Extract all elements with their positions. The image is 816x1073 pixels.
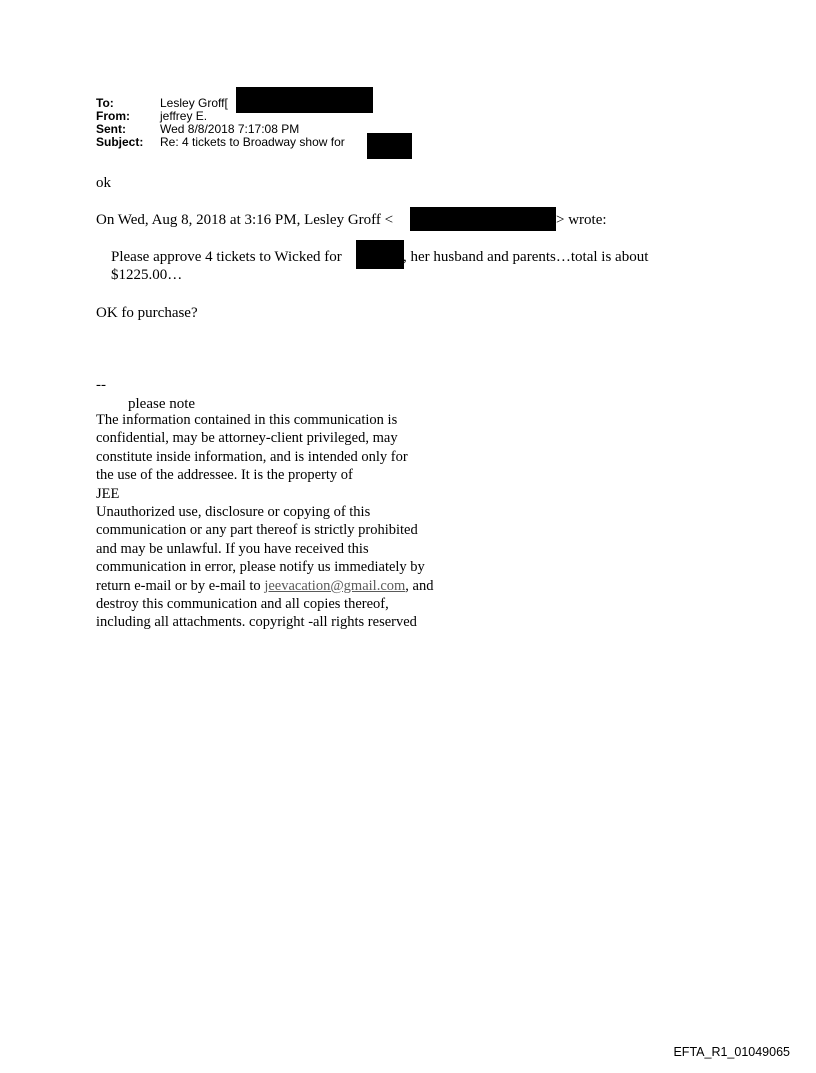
disclaimer-line: Unauthorized use, disclosure or copying of this	[96, 504, 371, 521]
ok-purchase-text: OK fo purchase?	[96, 305, 198, 321]
email-link[interactable]: jeevacation@gmail.com	[264, 577, 406, 594]
disclaimer-line: communication in error, please notify us immediately by	[96, 559, 425, 576]
to-label: To:	[96, 96, 114, 110]
disclaimer-line: destroy this communication and all copies thereof,	[96, 596, 389, 613]
disclaimer-line: including all attachments. copyright -all rights reserved	[96, 614, 417, 631]
disclaimer-line: confidential, may be attorney-client privileged, may	[96, 430, 398, 447]
quote-intro	[96, 211, 393, 229]
redaction-box-subject	[367, 133, 412, 159]
please-note-text: please note	[128, 396, 196, 412]
redaction-box-email	[410, 207, 556, 231]
quoted-line-1-suffix: , her husband and parents…total is about	[403, 249, 649, 265]
from-label: From:	[96, 109, 130, 123]
redaction-box-name	[356, 240, 404, 269]
disclaimer-line: communication or any part thereof is strictly prohibited	[96, 522, 418, 539]
disclaimer-line: constitute inside information, and is intended only for	[96, 448, 408, 465]
sent-label: Sent:	[96, 122, 126, 136]
document-id-footer: EFTA_R1_01049065	[673, 1045, 790, 1059]
signature-separator: --	[96, 377, 106, 393]
sent-value: Wed 8/8/2018 7:17:08 PM	[160, 122, 300, 136]
quoted-line-2: $1225.00…	[111, 267, 183, 283]
reply-text: ok	[96, 175, 111, 191]
disclaimer-line-suffix: , and	[405, 577, 434, 594]
disclaimer-line-prefix: return e-mail or by e-mail to	[96, 577, 265, 594]
from-value: jeffrey E.	[160, 109, 208, 123]
redaction-box-to	[236, 87, 373, 113]
subject-value: Re: 4 tickets to Broadway show for	[160, 135, 345, 149]
disclaimer-line: The information contained in this communication is	[96, 412, 398, 428]
disclaimer-line-with-link	[96, 577, 496, 595]
to-value: Lesley Groff[	[160, 96, 228, 110]
quote-intro-prefix: On Wed, Aug 8, 2018 at 3:16 PM, Lesley Groff <	[96, 212, 394, 228]
quote-intro-suffix: > wrote:	[556, 212, 607, 228]
disclaimer-line: JEE	[96, 485, 120, 502]
subject-label: Subject:	[96, 135, 144, 149]
disclaimer-line: the use of the addressee. It is the property of	[96, 467, 353, 484]
quoted-line-1-prefix: Please approve 4 tickets to Wicked for	[111, 249, 342, 265]
confidentiality-disclaimer	[96, 411, 496, 632]
disclaimer-line: and may be unlawful. If you have received this	[96, 540, 369, 557]
